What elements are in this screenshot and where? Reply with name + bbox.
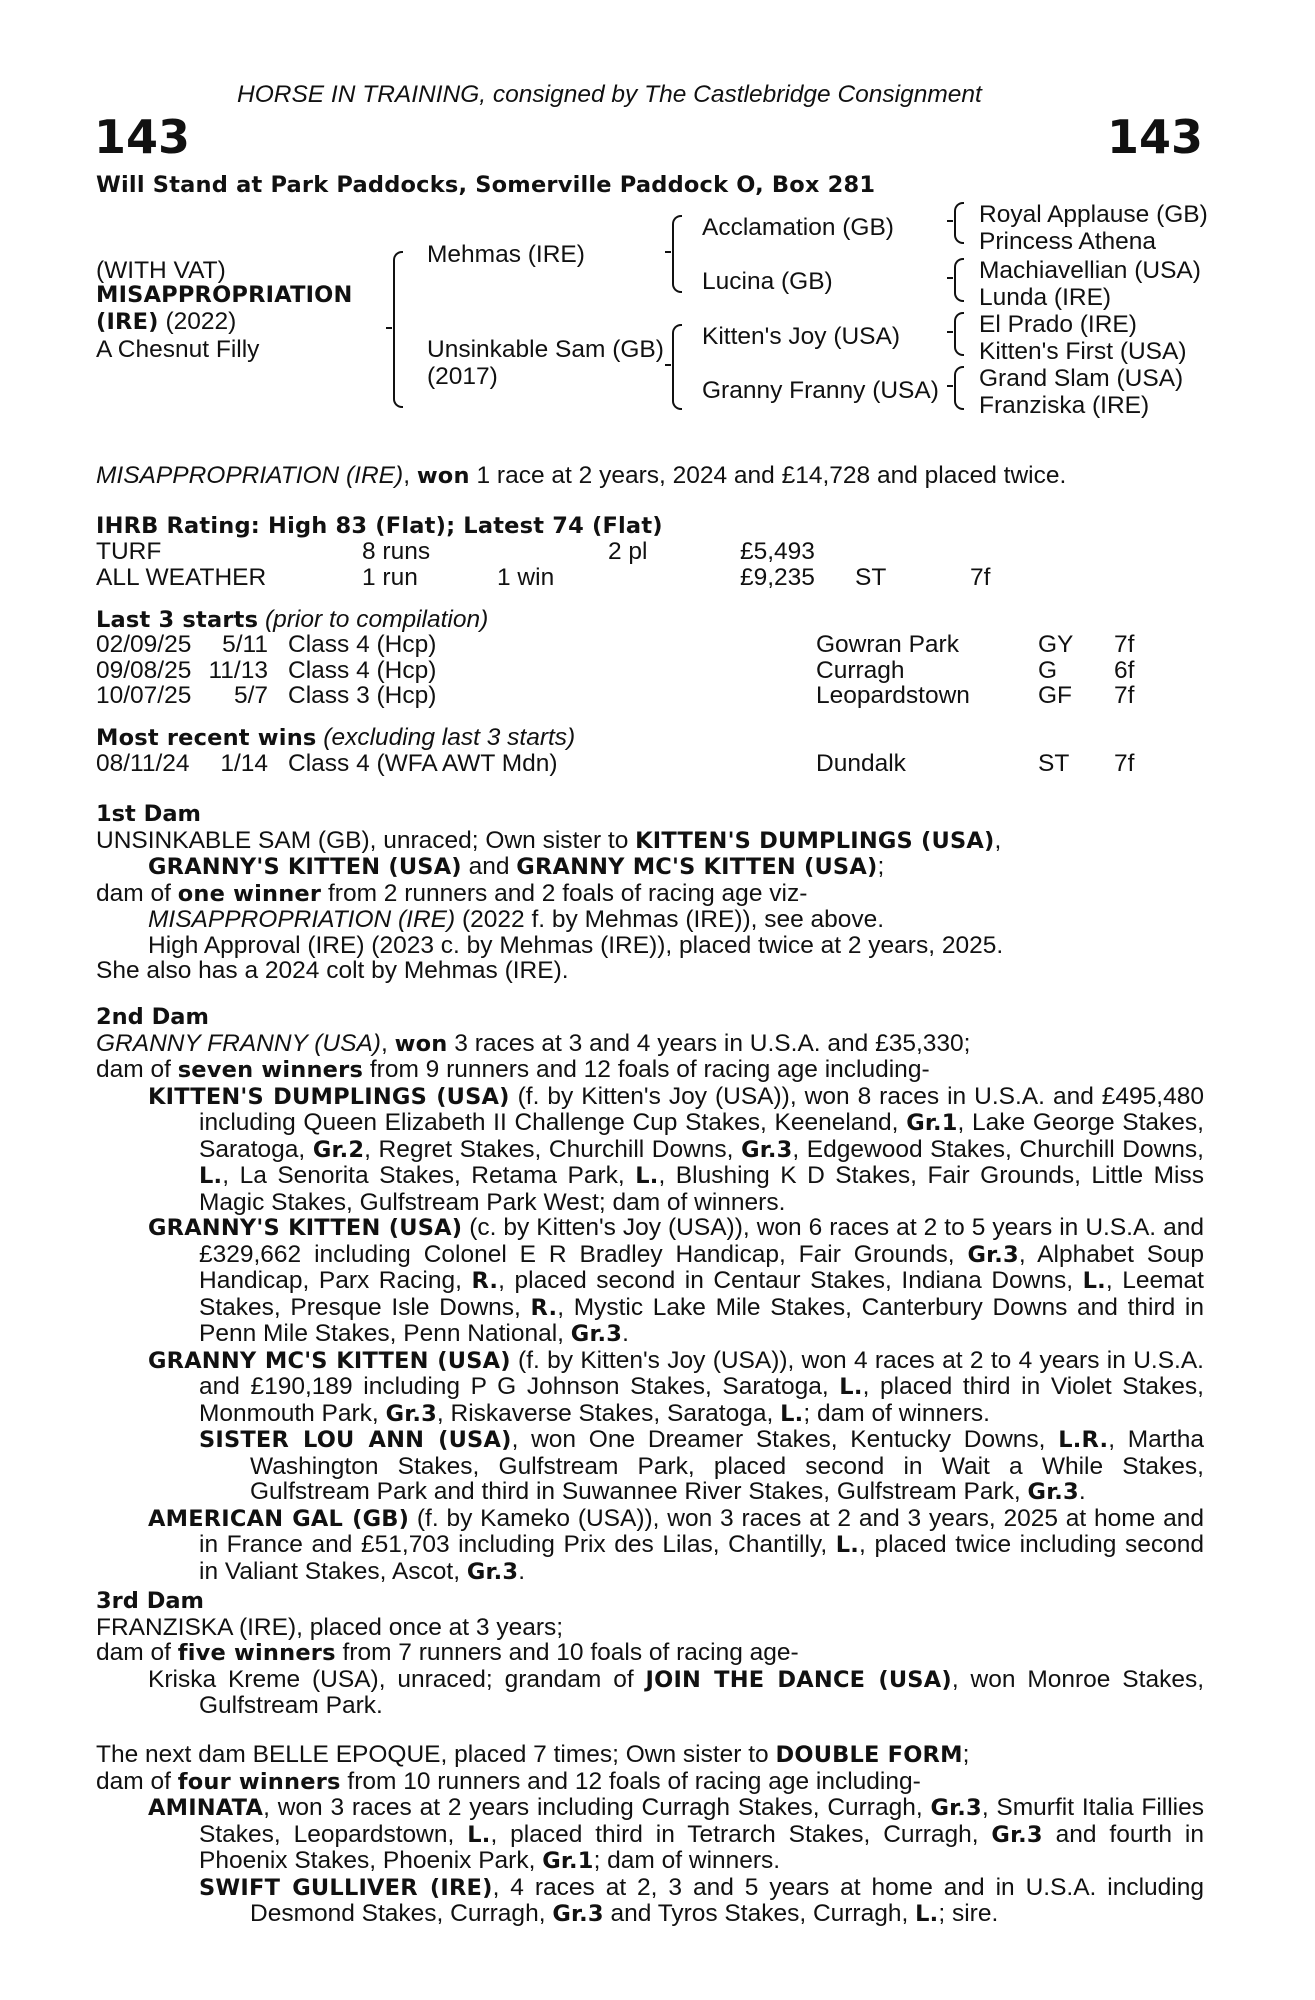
pedigree-bracket-sd: [954, 258, 964, 302]
pedigree-dam: Unsinkable Sam (GB): [427, 336, 664, 363]
pedigree-ssd: Princess Athena: [979, 228, 1157, 255]
pedigree-dds: Grand Slam (USA): [979, 365, 1184, 392]
second-dam-title: 2nd Dam: [96, 1004, 209, 1030]
first-dam-title: 1st Dam: [96, 801, 201, 827]
recent-wins-heading: Most recent wins (excluding last 3 starts): [96, 724, 576, 751]
race-summary: MISAPPROPRIATION (IRE), won 1 race at 2 years, 2024 and £14,728 and placed twice.: [96, 462, 1067, 489]
next-dam-section: [96, 1742, 1204, 1928]
pedigree-bracket-ds-tip: [947, 331, 953, 333]
stand-location: Will Stand at Park Paddocks, Somerville Paddock O, Box 281: [96, 172, 876, 198]
pedigree-bracket-1-tip: [386, 327, 392, 329]
first-dam-progeny-1: MISAPPROPRIATION (IRE) (2022 f. by Mehmas (IRE)), see above.: [148, 906, 885, 933]
progeny-kriska-kreme: Kriska Kreme (USA), unraced; grandam of JOIN THE DANCE (USA), won Monroe Stakes, Gulfstream Park.: [148, 1665, 1205, 1719]
third-dam-record: dam of five winners from 7 runners and 10 foals of racing age-: [96, 1639, 799, 1666]
second-dam-section: [96, 1005, 1204, 1585]
pedigree-bracket-ss-tip: [947, 220, 953, 222]
first-dam-section: [96, 802, 1204, 984]
first-dam-record: dam of one winner from 2 runners and 2 foals of racing age viz-: [96, 879, 808, 907]
horse-description: A Chesnut Filly: [96, 336, 260, 363]
first-dam-note: She also has a 2024 colt by Mehmas (IRE).: [96, 957, 569, 984]
pedigree-bracket-sire-tip: [665, 251, 671, 253]
third-dam-description: FRANZISKA (IRE), placed once at 3 years;: [96, 1613, 564, 1641]
pedigree-dam-year: (2017): [427, 363, 498, 390]
horse-country-year: (IRE) (2022): [96, 308, 237, 335]
first-dam-siblings: GRANNY'S KITTEN (USA) and GRANNY MC'S KITTEN (USA);: [148, 853, 885, 880]
pedigree-bracket-sire: [672, 215, 682, 293]
pedigree-bracket-1: [393, 251, 403, 408]
vat-note: (WITH VAT): [96, 257, 226, 284]
last3-heading: Last 3 starts (prior to compilation): [96, 606, 489, 633]
lot-number-right: 143: [1106, 110, 1203, 164]
pedigree-sire: Mehmas (IRE): [427, 241, 585, 268]
pedigree-dsd: Kitten's First (USA): [979, 338, 1187, 365]
third-dam-title: 3rd Dam: [96, 1588, 204, 1614]
catalogue-page: HORSE IN TRAINING, consigned by The Castlebridge Consignment 143 143 Will Stand at Park Paddocks, Somerville Paddock O, Box 281 (WITH VAT) MISAPPROPRIATION (IRE) (2022) A Chesnut Filly Mehmas (IRE) Unsinkable Sam (GB) (2017) Acclamation (GB) Lucina (GB) Kitten's Joy (USA) Granny Franny (USA) Royal Applause (GB) Princess Athena Machiavellian (USA) Lunda (IRE) El Prado (IRE) Kitten's First (USA) Grand Slam (USA) Franziska (IRE) MISAPPROPRIATION (IRE), won 1 race at 2 years, 2024 and £14,728 and placed twice. IHRB Rating: High 83 (Flat); Latest 74 (Flat) TURF 8 runs 2 pl £5,493 ALL WEATHER 1 run 1 win £9,235 ST 7f Last 3 starts (prior to compilation) 02/09/25 5/11 Class 4 (Hcp) Gowran Park GY 7f 09/08/25 11/13 Class 4 (Hcp) Curragh G 6f 10/07/25 5/7 Class 3 (Hcp) Leopardstown GF 7f Most recent wins (excluding last 3 starts) 08/11/24 1/14 Class 4 (WFA AWT Mdn) Dundalk ST 7f 1st Dam UNSINKABLE SAM (GB), unraced; Own sister to KITTEN'S DUMPLINGS (USA), GRANNY'S KITTEN (USA) and GRANNY MC'S KITTEN (USA); dam of one winner from 2 runners and 2 foals of racing age viz- MISAPPROPRIATION (IRE) (2022 f. by Mehmas (IRE)), see above. High Approval (IRE) (2023 c. by Mehmas (IRE)), placed twice at 2 years, 2025. She also has a 2024 colt by Mehmas (IRE). 2nd Dam GRANNY FRANNY (USA), won 3 races at 3 and 4 years in U.S.A. and £35,330; dam of seven winners from 9 runners and 12 foals of racing age including- KITTEN'S DUMPLINGS (USA) (f. by Kitten's Joy (USA)), won 8 races in U.S.A. and £495,480 including Queen Elizabeth II Challenge Cup Stakes, Keeneland, Gr.1, Lake George Stakes, Saratoga, Gr.2, Regret Stakes, Churchill Downs, Gr.3, Edgewood Stakes, Churchill Downs, L., La Senorita Stakes, Retama Park, L., Blushing K D Stakes, Fair Grounds, Little Miss Magic Stakes, Gulfstream Park West; dam of winners. GRANNY'S KITTEN (USA) (c. by Kitten's Joy (USA)), won 6 races at 2 to 5 years in U.S.A. and £329,662 including Colonel E R Bradley Handicap, Fair Grounds, Gr.3, Alphabet Soup Handicap, Parx Racing, R., placed second in Centaur Stakes, Indiana Downs, L., Leemat Stakes, Presque Isle Downs, R., Mystic Lake Mile Stakes, Canterbury Downs and third in Penn Mile Stakes, Penn National, Gr.3. GRANNY MC'S KITTEN (USA) (f. by Kitten's Joy (USA)), won 4 races at 2 to 4 years in U.S.A. and £190,189 including P G Johnson Stakes, Saratoga, L., placed third in Violet Stakes, Monmouth Park, Gr.3, Riskaverse Stakes, Saratoga, L.; dam of winners. SISTER LOU ANN (USA), won One Dreamer Stakes, Kentucky Downs, L.R., Martha Washington Stakes, Gulfstream Park, placed second in Wait a While Stakes, Gulfstream Park and third in Suwannee River Stakes, Gulfstream Park, Gr.3. AMERICAN GAL (GB) (f. by Kameko (USA)), won 3 races at 2 and 3 years, 2025 at home and in France and £51,703 including Prix des Lilas, Chantilly, L., placed twice including second in Valiant Stakes, Ascot, Gr.3. 3rd Dam FRANZISKA (IRE), placed once at 3 years; dam of five winners from 7 runners and 10 foals of racing age- Kriska Kreme (USA), unraced; grandam of JOIN THE DANCE (USA), won Monroe Stakes, Gulfstream Park. The next dam BELLE EPOQUE, placed 7 times; Own sister to DOUBLE FORM; dam of four winners from 10 runners and 12 foals of racing age including- AMINATA, won 3 races at 2 years including Curragh Stakes, Curragh, Gr.3, Smurfit Italia Fillies Stakes, Leopardstown, L., placed third in Tetrarch Stakes, Curragh, Gr.3 and fourth in Phoenix Stakes, Phoenix Park, Gr.1; dam of winners. SWIFT GULLIVER (IRE), 4 races at 2, 3 and 5 years at home and in U.S.A. including Desmond Stakes, Curragh, Gr.3 and Tyros Stakes, Curragh, L.; sire.: [94, 81, 1208, 1927]
progeny-american-gal: AMERICAN GAL (GB) (f. by Kameko (USA)), won 3 races at 2 and 3 years, 2025 at home and in France and £51,703 including Prix des Lilas, Chantilly, L., placed twice including second in Valiant Stakes, Ascot, Gr.3.: [148, 1504, 1204, 1585]
pedigree-sss: Royal Applause (GB): [979, 201, 1208, 228]
progeny-aminata: AMINATA, won 3 races at 2 years including Curragh Stakes, Curragh, Gr.3, Smurfit Italia Fillies Stakes, Leopardstown, L., placed third in Tetrarch Stakes, Curragh, Gr.3 and fourth in Phoenix Stakes, Phoenix Park, Gr.1; dam of winners.: [148, 1794, 1204, 1874]
pedigree-bracket-dam-tip: [665, 364, 671, 366]
pedigree-bracket-ds: [954, 312, 964, 356]
pedigree-bracket-ss: [954, 202, 964, 244]
pedigree-ddd: Franziska (IRE): [979, 392, 1150, 419]
pedigree-sdd: Lunda (IRE): [979, 284, 1112, 311]
progeny-kittens-dumplings: KITTEN'S DUMPLINGS (USA) (f. by Kitten's Joy (USA)), won 8 races in U.S.A. and £495,480 including Queen Elizabeth II Challenge Cup Stakes, Keeneland, Gr.1, Lake George Stakes, Saratoga, Gr.2, Regret Stakes, Churchill Downs, Gr.3, Edgewood Stakes, Churchill Downs, L., La Senorita Stakes, Retama Park, L., Blushing K D Stakes, Fair Grounds, Little Miss Magic Stakes, Gulfstream Park West; dam of winners.: [148, 1082, 1204, 1216]
progeny-granny-mcs-kitten: GRANNY MC'S KITTEN (USA) (f. by Kitten's Joy (USA)), won 4 races at 2 to 4 years in U.S.A. and £190,189 including P G Johnson Stakes, Saratoga, L., placed third in Violet Stakes, Monmouth Park, Gr.3, Riskaverse Stakes, Saratoga, L.; dam of winners.: [148, 1346, 1204, 1427]
progeny-grannys-kitten: GRANNY'S KITTEN (USA) (c. by Kitten's Joy (USA)), won 6 races at 2 to 5 years in U.S.A. and £329,662 including Colonel E R Bradley Handicap, Fair Grounds, Gr.3, Alphabet Soup Handicap, Parx Racing, R., placed second in Centaur Stakes, Indiana Downs, L., Leemat Stakes, Presque Isle Downs, R., Mystic Lake Mile Stakes, Canterbury Downs and third in Penn Mile Stakes, Penn National, Gr.3.: [148, 1214, 1205, 1347]
progeny-sister-lou-ann: SISTER LOU ANN (USA), won One Dreamer Stakes, Kentucky Downs, L.R., Martha Washington Stakes, Gulfstream Park, placed second in Wait a While Stakes, Gulfstream Park and third in Suwannee River Stakes, Gulfstream Park, Gr.3.: [199, 1426, 1204, 1505]
first-dam-description: UNSINKABLE SAM (GB), unraced; Own sister to KITTEN'S DUMPLINGS (USA),: [96, 826, 1002, 854]
third-dam-section: [96, 1589, 1204, 1719]
progeny-swift-gulliver: SWIFT GULLIVER (IRE), 4 races at 2, 3 and 5 years at home and in U.S.A. including Desmond Stakes, Curragh, Gr.3 and Tyros Stakes, Curragh, L.; sire.: [199, 1873, 1204, 1927]
pedigree-bracket-sd-tip: [947, 277, 953, 279]
pedigree-dam-sire: Kitten's Joy (USA): [702, 323, 901, 350]
second-dam-description: GRANNY FRANNY (USA), won 3 races at 3 and 4 years in U.S.A. and £35,330;: [96, 1029, 971, 1057]
pedigree-sire-dam: Lucina (GB): [702, 268, 833, 295]
pedigree-sire-sire: Acclamation (GB): [702, 214, 894, 241]
next-dam-record: dam of four winners from 10 runners and 12 foals of racing age including-: [96, 1767, 921, 1795]
next-dam-description: The next dam BELLE EPOQUE, placed 7 times; Own sister to DOUBLE FORM;: [96, 1741, 970, 1768]
consignment-line: HORSE IN TRAINING, consigned by The Castlebridge Consignment: [237, 81, 982, 108]
pedigree-bracket-dam: [672, 324, 682, 410]
pedigree-sds: Machiavellian (USA): [979, 257, 1201, 284]
lot-number-left: 143: [94, 110, 191, 164]
second-dam-record: dam of seven winners from 9 runners and 12 foals of racing age including-: [96, 1056, 930, 1083]
pedigree-bracket-dd-tip: [947, 385, 953, 387]
first-dam-progeny-2: High Approval (IRE) (2023 c. by Mehmas (IRE)), placed twice at 2 years, 2025.: [148, 931, 1004, 959]
pedigree-dss: El Prado (IRE): [979, 311, 1137, 338]
pedigree-dam-dam: Granny Franny (USA): [702, 377, 939, 404]
horse-name: MISAPPROPRIATION: [96, 282, 353, 308]
ihrb-rating: IHRB Rating: High 83 (Flat); Latest 74 (Flat): [96, 513, 663, 539]
pedigree-bracket-dd: [954, 366, 964, 410]
